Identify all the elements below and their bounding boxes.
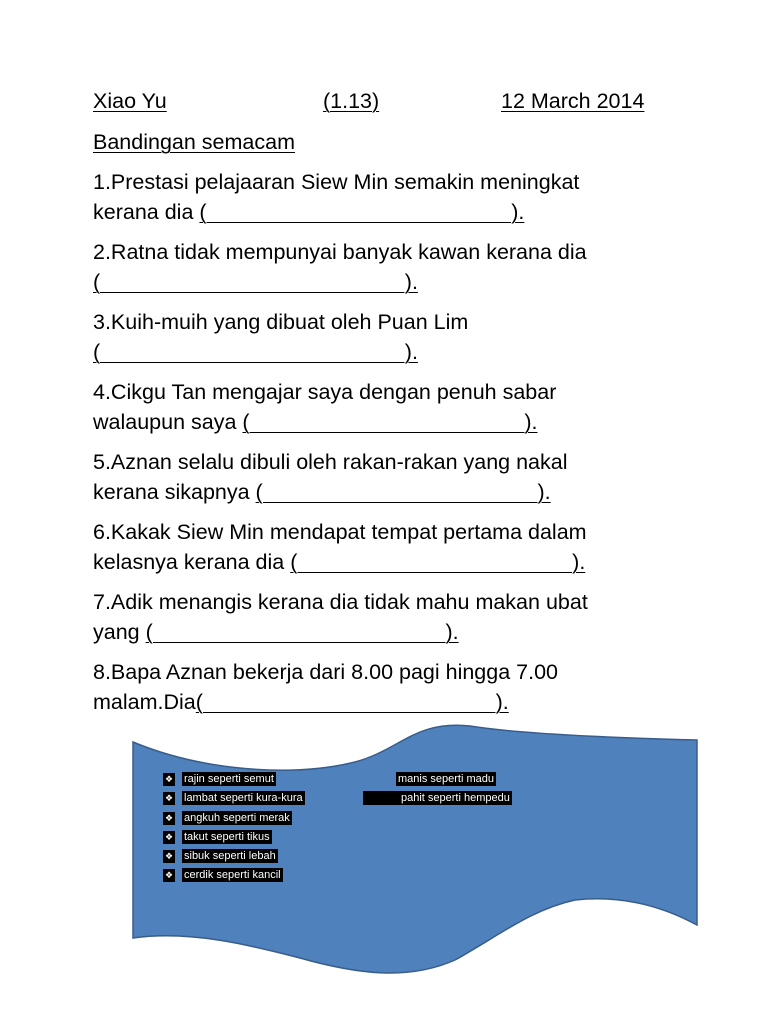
question-5-line1: 5.Aznan selalu dibuli oleh rakan-rakan yang nakal — [93, 450, 568, 474]
worksheet-title: Bandingan semacam — [93, 130, 295, 154]
question-6-line2: kelasnya kerana dia ( ). — [93, 550, 586, 574]
simile-left: rajin seperti semut — [184, 773, 274, 785]
simile-left: takut seperti tikus — [184, 830, 270, 843]
diamond-bullet-icon: ❖ — [164, 870, 174, 881]
simile-right: pahit seperti hempedu — [363, 791, 512, 805]
diamond-bullet-icon: ❖ — [164, 831, 174, 842]
question-4-line1: 4.Cikgu Tan mengajar saya dengan penuh sabar — [93, 380, 557, 404]
question-3-line1: 3.Kuih-muih yang dibuat oleh Puan Lim — [93, 310, 469, 334]
answer-blank[interactable]: ( ). — [290, 550, 586, 574]
question-8-line2: malam.Dia( ). — [93, 690, 509, 714]
answer-blank[interactable]: ( ). — [93, 270, 418, 294]
diamond-bullet-icon: ❖ — [164, 774, 174, 784]
answer-blank[interactable]: ( ). — [145, 620, 459, 644]
question-7-line1: 7.Adik menangis kerana dia tidak mahu makan ubat — [93, 590, 588, 614]
simile-left: sibuk seperti lebah — [184, 850, 276, 863]
class-code: (1.13) — [323, 89, 380, 113]
simile-right: manis seperti madu — [398, 773, 494, 785]
question-6-line1: 6.Kakak Siew Min mendapat tempat pertama dalam — [93, 520, 587, 544]
answer-blank[interactable]: ( ). — [93, 340, 418, 364]
simile-left: cerdik seperti kancil — [184, 869, 281, 882]
diamond-bullet-icon: ❖ — [164, 851, 174, 862]
diamond-bullet-icon: ❖ — [164, 812, 174, 823]
answer-blank[interactable]: ( ). — [195, 690, 509, 714]
question-5-line2: kerana sikapnya ( ). — [93, 480, 551, 504]
question-8-line1: 8.Bapa Aznan bekerja dari 8.00 pagi hingga 7.00 — [93, 660, 559, 684]
question-4-line2: walaupun saya ( ). — [93, 410, 538, 434]
question-1-line2: kerana dia ( ). — [93, 200, 525, 224]
question-7-line2: yang ( ). — [93, 620, 459, 644]
worksheet-date: 12 March 2014 — [501, 89, 645, 113]
simile-left: angkuh seperti merak — [184, 811, 290, 824]
question-1-line1: 1.Prestasi pelajaaran Siew Min semakin meningkat — [93, 170, 580, 194]
answer-blank[interactable]: ( ). — [199, 200, 525, 224]
simile-left: lambat seperti kura-kura — [184, 792, 303, 805]
diamond-bullet-icon: ❖ — [164, 793, 174, 804]
student-name: Xiao Yu — [93, 89, 167, 113]
answer-blank[interactable]: ( ). — [242, 410, 538, 434]
answer-blank[interactable]: ( ). — [255, 480, 551, 504]
question-2-line1: 2.Ratna tidak mempunyai banyak kawan kerana dia — [93, 240, 587, 264]
